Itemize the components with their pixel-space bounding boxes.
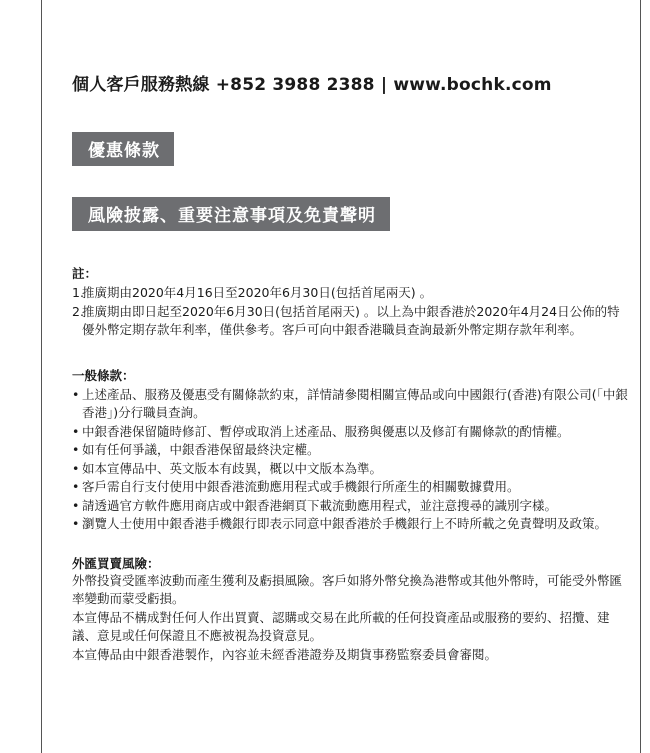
right-border-line	[640, 0, 641, 753]
note-item	[72, 303, 628, 340]
bullet-icon: •	[72, 479, 80, 494]
sfc-review-disclaimer: 本宣傳品由中銀香港製作，內容並未經香港證券及期貨事務監察委員會審閱。	[72, 646, 498, 662]
term-text: 上述產品、服務及優惠受有關條款約束，詳情請參閱相關宣傳品或向中國銀行(香港)有限公司(「中銀香港」)分行職員查詢。	[82, 386, 628, 420]
offer-terms-banner: 優惠條款	[72, 132, 174, 166]
bullet-icon: •	[72, 516, 80, 531]
list-item	[72, 386, 628, 423]
fx-risk-text: 外幣投資受匯率波動而產生獲利及虧損風險。客戶如將外幣兌換為港幣或其他外幣時，可能受外幣匯率變動而蒙受虧損。	[72, 572, 623, 606]
list-item	[72, 423, 628, 442]
note-text: 推廣期由2020年4月16日至2020年6月30日(包括首尾兩天) 。	[82, 285, 433, 300]
list-item	[72, 478, 628, 497]
bullet-icon: •	[72, 497, 80, 513]
list-item	[72, 441, 628, 460]
notes-title: 註：	[72, 266, 98, 281]
list-item	[72, 460, 628, 479]
note-item	[72, 284, 628, 303]
list-item	[72, 515, 628, 534]
term-text: 請透過官方軟件應用商店或中銀香港網頁下載流動應用程式，並注意搜尋的識別字樣。	[82, 497, 558, 513]
term-text: 如本宣傳品中、英文版本有歧異，概以中文版本為準。	[82, 460, 383, 476]
note-number: 2.	[72, 303, 84, 319]
risk-disclosure-banner: 風險披露、重要注意事項及免責聲明	[72, 197, 390, 231]
note-number: 1.	[72, 285, 84, 300]
bullet-icon: •	[72, 386, 80, 402]
bullet-icon: •	[72, 442, 80, 457]
document-body	[72, 70, 628, 664]
term-text: 如有任何爭議，中銀香港保留最終決定權。	[82, 442, 320, 457]
investment-disclaimer: 本宣傳品不構成對任何人作出買賣、認購或交易在此所載的任何投資產品或服務的要約、招攬、建議、意見或任何保證且不應被視為投資意見。	[72, 609, 610, 643]
fx-risk-title: 外匯買賣風險：	[72, 555, 160, 571]
customer-hotline: 個人客戶服務熱線 +852 3988 2388 | www.bochk.com	[72, 75, 552, 95]
bullet-icon: •	[72, 423, 80, 439]
notes-list	[72, 284, 628, 340]
general-terms-title: 一般條款：	[72, 367, 135, 383]
left-border-line	[41, 0, 42, 753]
general-terms-list	[72, 386, 628, 534]
list-item	[72, 497, 628, 516]
term-text: 中銀香港保留隨時修訂、暫停或取消上述產品、服務與優惠以及修訂有關條款的酌情權。	[82, 423, 570, 439]
term-text: 客戶需自行支付使用中銀香港流動應用程式或手機銀行所產生的相關數據費用。	[82, 479, 520, 494]
term-text: 瀏覽人士使用中銀香港手機銀行即表示同意中銀香港於手機銀行上不時所載之免責聲明及政策。	[82, 516, 608, 531]
note-text: 推廣期由即日起至2020年6月30日(包括首尾兩天) 。以上為中銀香港於2020年4月24日公佈的特優外幣定期存款年利率，僅供參考。客戶可向中銀香港職員查詢最新外幣定期存款年利率。	[82, 303, 620, 337]
bullet-icon: •	[72, 460, 80, 476]
